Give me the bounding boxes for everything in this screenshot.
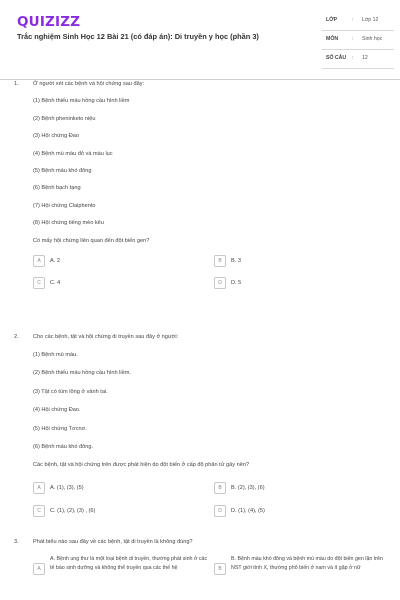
meta-info: [322, 12, 394, 69]
q1-option-a[interactable]: [33, 255, 203, 268]
meta-value: 12: [362, 55, 368, 61]
option-letter-box: A: [33, 482, 45, 494]
option-text: B. (2), (3), (6): [231, 485, 265, 491]
question-line: (7) Hội chứng Claiphento: [33, 203, 96, 209]
q3-option-b[interactable]: [214, 555, 394, 593]
meta-row-class: LỚP : Lớp 12: [322, 12, 394, 31]
meta-key: LỚP: [326, 17, 338, 23]
q1-option-b[interactable]: [214, 255, 384, 268]
question-text: Cho các bệnh, tật và hội chứng di truyền sau đây ở người:: [33, 334, 179, 340]
option-text: D. 5: [231, 280, 242, 286]
page-header: [0, 0, 400, 72]
question-line: (5) Hội chứng Tơcnơ.: [33, 426, 87, 432]
option-letter-box: A: [33, 255, 45, 267]
question-text: Phát biểu nào sau đây về các bệnh, tật di truyền là không đúng?: [33, 539, 193, 545]
q3-option-a[interactable]: [33, 555, 213, 593]
question-line: (3) Tật có túm lông ở vành tai.: [33, 389, 108, 395]
option-text: A. Bệnh ung thư là một loại bệnh di truyền, thường phát sinh ở các tế bào sinh dưỡng và không thể truyền qua các thế hệ: [50, 556, 208, 571]
question-line: (3) Hội chứng Đao: [33, 133, 80, 139]
meta-key: SỐ CÂU: [326, 55, 347, 61]
option-letter-box: D: [214, 505, 226, 517]
question-line: (2) Bệnh pheninketo niệu: [33, 116, 96, 122]
question-number: 2.: [14, 334, 19, 340]
q2-option-a[interactable]: [33, 482, 203, 495]
question-line: (5) Bệnh máu khó đông: [33, 168, 92, 174]
meta-row-subject: MÔN : Sinh học: [322, 31, 394, 50]
option-text: B. Bệnh máu khó đông và bệnh mù màu do đột biến gen lặn trên NST giới tính X, thường phổ biến ở nam và ít gặp ở nữ: [231, 556, 383, 571]
option-text: A. (1), (3), (5): [50, 485, 84, 491]
q1-option-c[interactable]: [33, 277, 203, 290]
option-text: C. 4: [50, 280, 61, 286]
quizizz-logo: QUIZIZZ: [17, 14, 81, 30]
question-line: (6) Bệnh bạch tạng: [33, 185, 81, 191]
question-number: 1.: [14, 81, 19, 87]
question-line: (2) Bệnh thiếu máu hồng cầu hình liềm.: [33, 370, 131, 376]
header-divider: [0, 79, 400, 80]
meta-key: MÔN: [326, 36, 339, 42]
option-text: A. 2: [50, 258, 60, 264]
q1-option-d[interactable]: [214, 277, 384, 290]
question-prompt: Các bệnh, tật và hội chứng trên được phát hiện do đột biến ở cấp độ phân tử gây nên?: [33, 462, 250, 468]
option-letter-box: B: [214, 255, 226, 267]
question-line: (8) Hội chứng tiếng mèo kêu: [33, 220, 104, 226]
question-number: 3.: [14, 539, 19, 545]
meta-row-count: SỐ CÂU : 12: [322, 50, 394, 69]
meta-value: Sinh học: [362, 36, 383, 42]
question-line: (1) Bệnh thiếu máu hồng cầu hình liềm: [33, 98, 130, 104]
question-line: (4) Hội chứng Đao.: [33, 407, 81, 413]
option-letter-box: C: [33, 277, 45, 289]
question-line: (6) Bệnh máu khó đông.: [33, 444, 94, 450]
document-title: Trắc nghiệm Sinh Học 12 Bài 21 (có đáp án): Di truyền y học (phần 3): [17, 32, 259, 41]
option-letter-box: B: [214, 482, 226, 494]
option-text: B. 3: [231, 258, 241, 264]
q2-option-b[interactable]: [214, 482, 384, 495]
question-text: Ở người xét các bệnh và hội chứng sau đây:: [33, 81, 145, 87]
option-letter-box: D: [214, 277, 226, 289]
question-line: (4) Bệnh mù màu đỏ và màu lục: [33, 151, 113, 157]
q2-option-c[interactable]: [33, 505, 203, 518]
question-prompt: Có mấy hội chứng liên quan đến đột biến gen?: [33, 238, 150, 244]
meta-value: Lớp 12: [362, 17, 379, 23]
option-text: C. (1), (2), (3) , (6): [50, 508, 96, 514]
option-text: D. (1), (4), (5): [231, 508, 265, 514]
question-line: (1) Bệnh mù màu.: [33, 352, 78, 358]
option-letter-box: C: [33, 505, 45, 517]
option-letter-box: A: [33, 563, 45, 575]
option-letter-box: B: [214, 563, 226, 575]
q2-option-d[interactable]: [214, 505, 384, 518]
